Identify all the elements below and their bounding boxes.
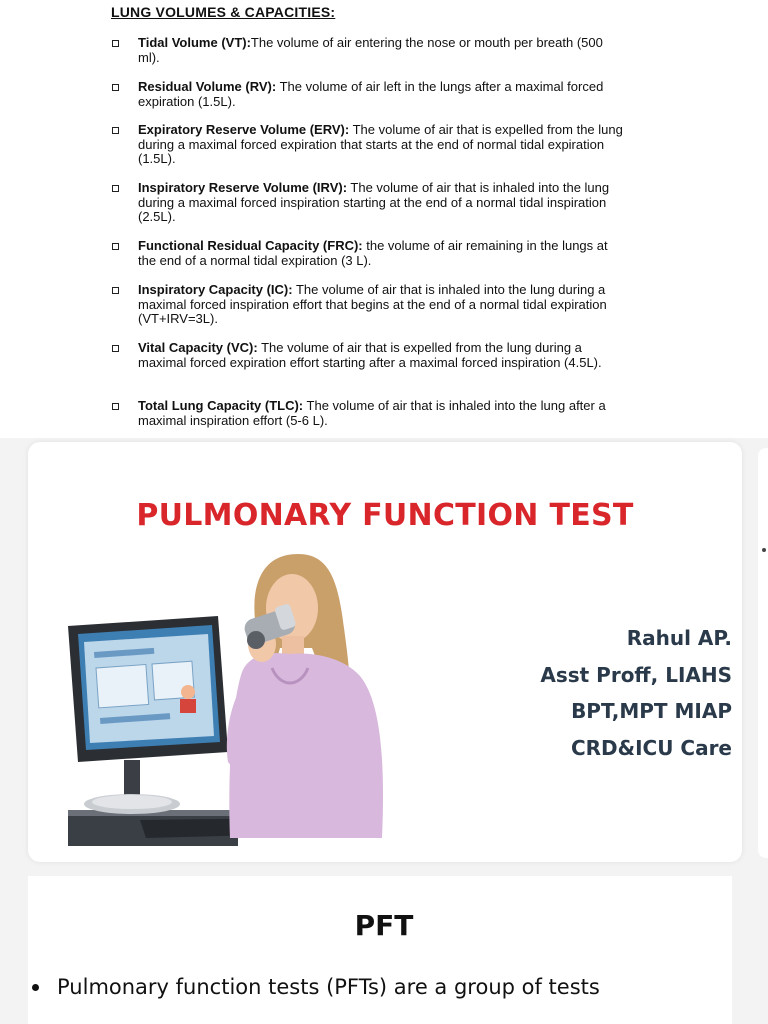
slide-title: PULMONARY FUNCTION TEST [136,498,634,533]
item-term: Expiratory Reserve Volume (ERV): [138,122,350,137]
list-item-inspiratory-reserve-volume [112,181,632,225]
item-term: Tidal Volume (VT): [138,35,251,50]
list-item-expiratory-reserve-volume [112,123,632,167]
slide-bullet-item [32,975,600,999]
author-qualifications: BPT,MPT MIAP [571,699,732,723]
list-item-inspiratory-capacity [112,283,632,327]
square-bullet-icon [112,243,119,250]
item-description: The volume of air that is inhaled into the lung after a maximal inspiration effort (5-6 L). [138,398,606,428]
list-item-total-lung-capacity [112,399,632,428]
document-title: LUNG VOLUMES & CAPACITIES: [111,4,336,20]
item-description: The volume of air left in the lungs after a maximal forced expiration (1.5L). [138,79,604,109]
item-term: Residual Volume (RV): [138,79,277,94]
item-description: The volume of air that is expelled from the lung during a maximal forced expiration effort starting after a maximal forced inspiration (4.5L). [138,340,602,370]
item-term: Vital Capacity (VC): [138,340,258,355]
slide-heading: PFT [354,909,414,942]
author-name: Rahul AP. [626,626,732,650]
square-bullet-icon [112,40,119,47]
square-bullet-icon [112,84,119,91]
item-term: Inspiratory Capacity (IC): [138,282,293,297]
document-page [0,0,768,438]
list-item-tidal-volume [112,36,632,65]
square-bullet-icon [112,185,119,192]
list-item-residual-volume [112,80,632,109]
item-term: Functional Residual Capacity (FRC): [138,238,363,253]
pft-slide-card [28,876,732,1024]
list-item-functional-residual-capacity [112,239,632,268]
woman-spirometer-computer-icon [60,548,400,848]
square-bullet-icon [112,345,119,352]
round-bullet-icon [32,984,39,991]
square-bullet-icon [112,287,119,294]
item-description: The volume of air that is inhaled into the lung during a maximal forced inspiration starting at the end of a normal tidal inspiration (2.5L). [138,180,610,224]
item-term: Inspiratory Reserve Volume (IRV): [138,180,348,195]
list-item-vital-capacity [112,341,632,370]
author-block [470,620,732,766]
bullet-text: Pulmonary function tests (PFTs) are a group of tests [57,975,600,999]
author-specialty: CRD&ICU Care [570,735,732,760]
square-bullet-icon [112,127,119,134]
item-term: Total Lung Capacity (TLC): [138,398,304,413]
item-description: the volume of air remaining in the lungs at the end of a normal tidal expiration (3 L). [138,238,608,268]
item-description: The volume of air entering the nose or mouth per breath (500 ml). [138,35,603,65]
square-bullet-icon [112,403,119,410]
item-description: The volume of air that is expelled from the lung during a maximal forced expiration that starts at the end of normal tidal expiration (1.5L). [138,122,623,166]
slide-edge-dot [762,548,766,552]
author-position: Asst Proff, LIAHS [540,662,732,687]
item-description: The volume of air that is inhaled into the lung during a maximal forced inspiration effort that begins at the end of a normal tidal expiration (VT+IRV=3L). [138,282,607,326]
